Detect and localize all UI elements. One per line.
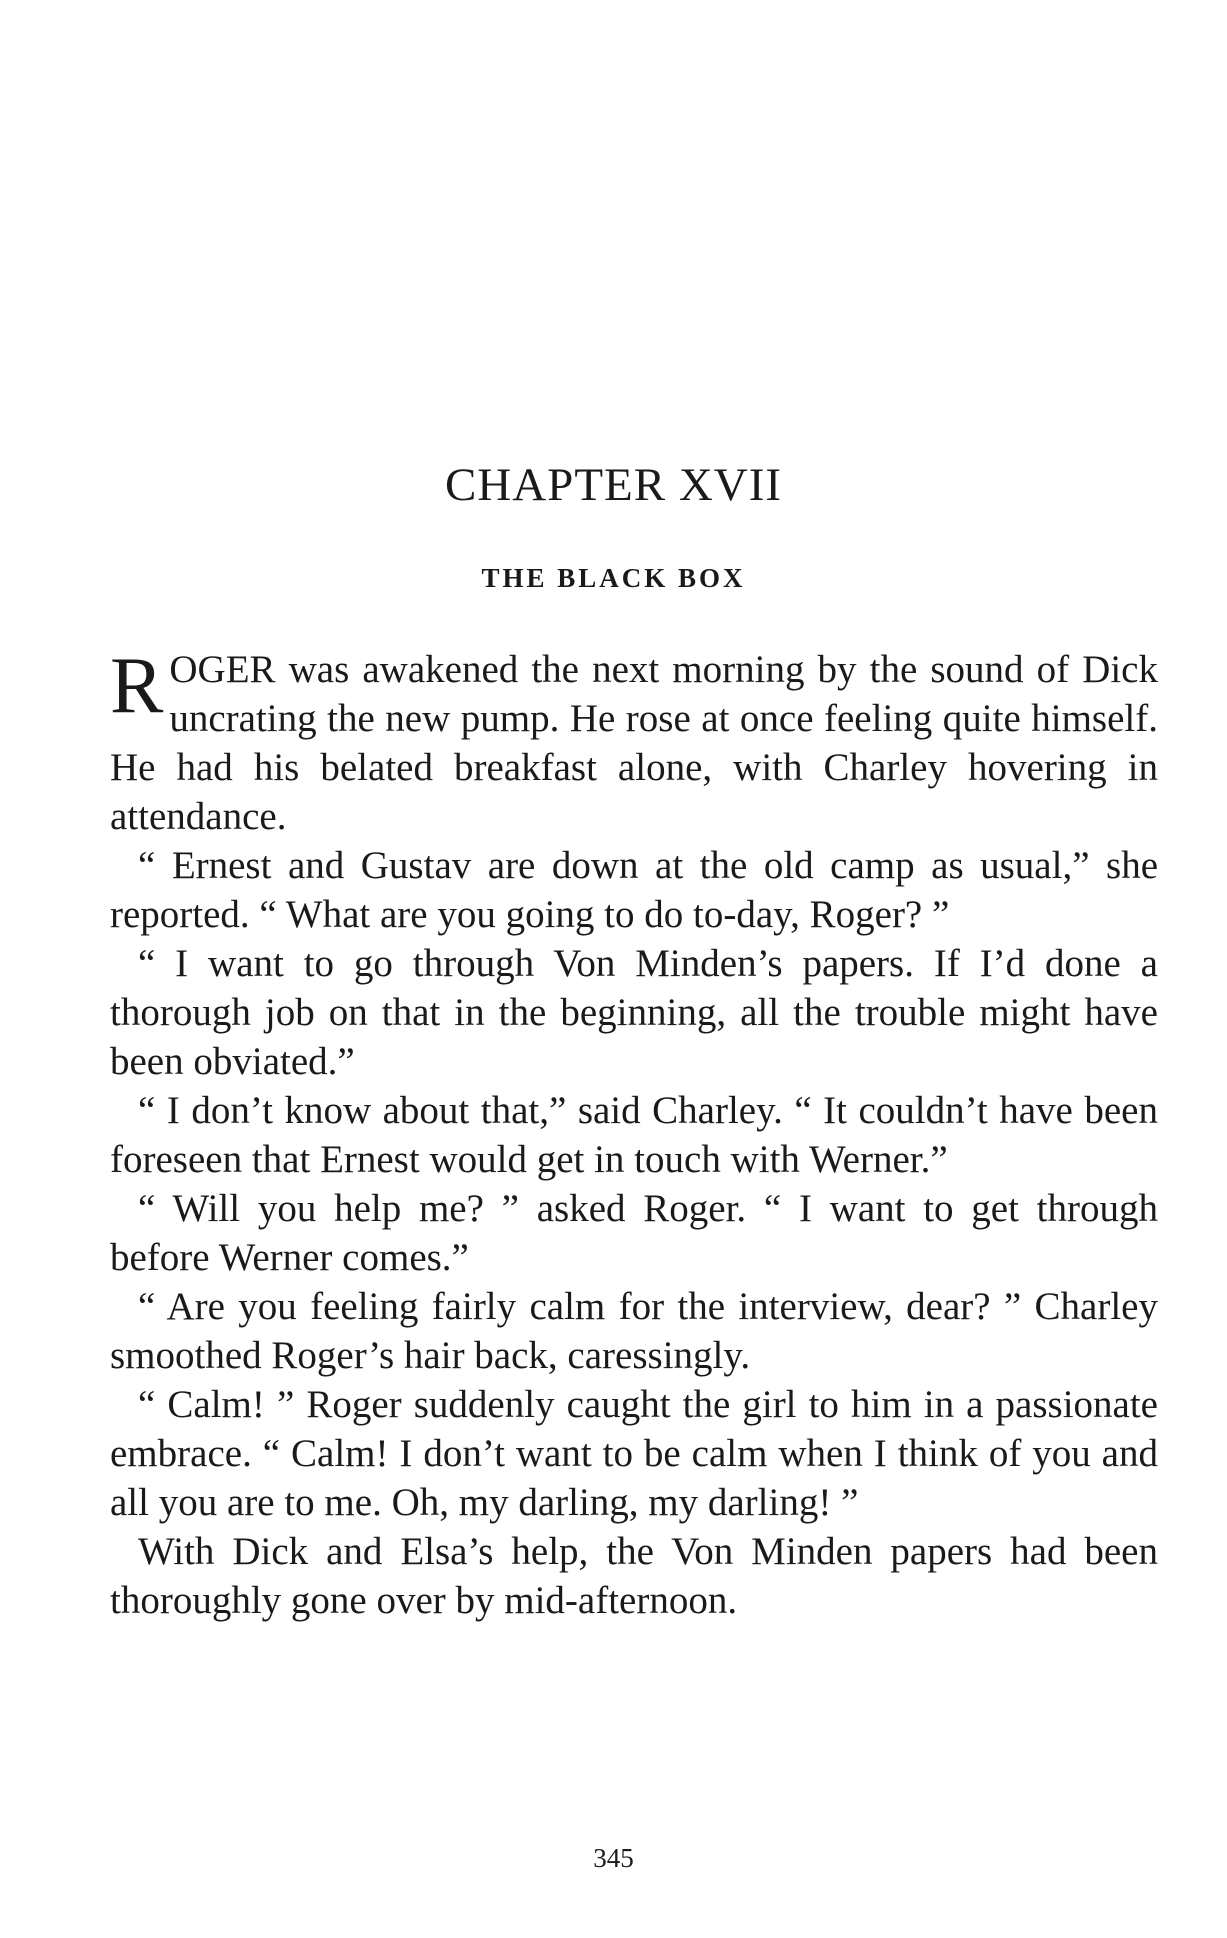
chapter-heading: CHAPTER XVII	[444, 459, 783, 511]
paragraph: With Dick and Elsa’s help, the Von Minden papers had been thoroughly gone over by mid-afternoon.	[110, 1530, 1158, 1622]
drop-cap: R	[110, 642, 164, 730]
paragraph: “ Calm! ” Roger suddenly caught the girl to him in a passionate embrace. “ Calm! I don’t want to be calm when I think of you and all you are to me. Oh, my darling, my darling! ”	[110, 1383, 1158, 1524]
paragraph: “ Will you help me? ” asked Roger. “ I want to get through before Werner comes.”	[110, 1187, 1158, 1279]
chapter-subtitle: THE BLACK BOX	[481, 563, 746, 593]
paragraph: “ I don’t know about that,” said Charley. “ It couldn’t have been foreseen that Ernest would get in touch with Werner.”	[110, 1089, 1158, 1181]
page-number: 345	[593, 1843, 634, 1873]
paragraph: “ Ernest and Gustav are down at the old camp as usual,” she reported. “ What are you going to do to-day, Roger? ”	[110, 844, 1158, 936]
chapter-body	[110, 642, 1158, 1625]
paragraph-text: OGER was awakened the next morning by the sound of Dick uncrating the new pump. He rose at once feeling quite himself. He had his belated breakfast alone, with Charley hovering in attendance.	[110, 648, 1158, 838]
paragraph: “ I want to go through Von Minden’s papers. If I’d done a thorough job on that in the beginning, all the trouble might have been obviated.”	[110, 942, 1158, 1083]
paragraph: “ Are you feeling fairly calm for the interview, dear? ” Charley smoothed Roger’s hair back, caressingly.	[110, 1285, 1158, 1377]
paragraph	[110, 642, 1158, 841]
